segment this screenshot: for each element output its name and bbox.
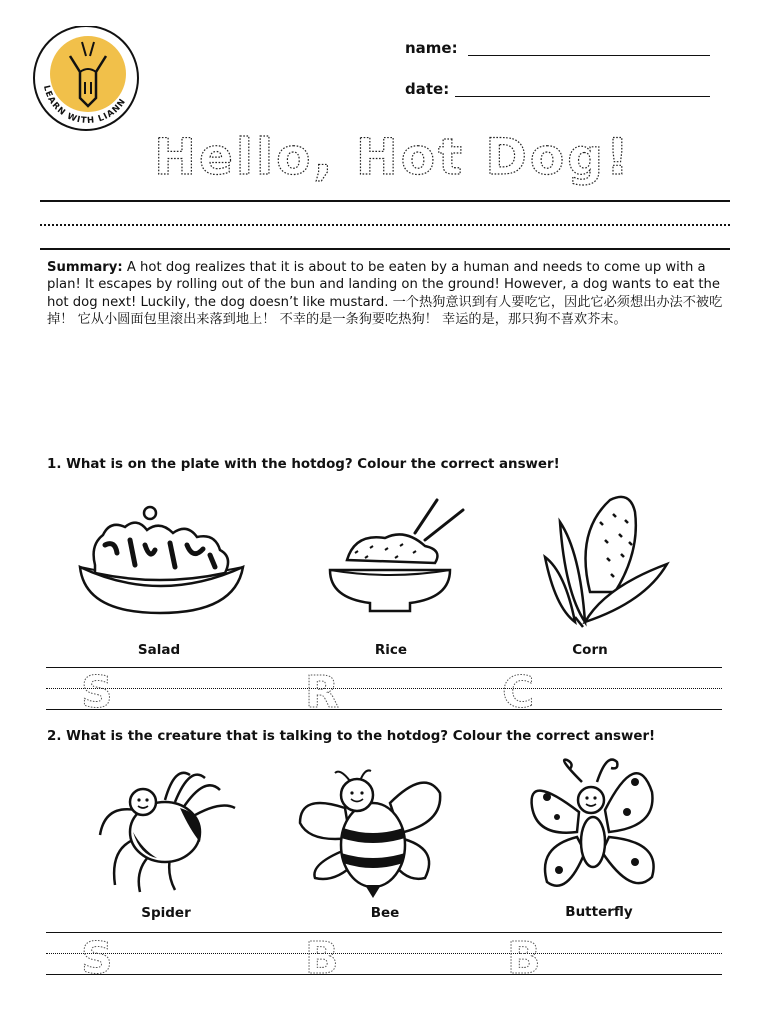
trace-letter-text: B	[305, 933, 339, 980]
trace-letter-text: B	[507, 933, 541, 980]
option-label-rice: Rice	[374, 642, 408, 658]
option-label-corn: Corn	[572, 642, 608, 658]
trace-letter-text: R	[305, 667, 339, 714]
trace-letter-c[interactable]	[497, 662, 552, 714]
date-label: date:	[405, 80, 450, 98]
writing-line-middle	[40, 224, 730, 226]
spider-icon[interactable]	[95, 760, 240, 895]
trace-letter-text: S	[81, 667, 113, 714]
title-text: Hello, Hot Dog!	[154, 128, 632, 186]
salad-icon[interactable]	[75, 505, 250, 620]
name-label: name:	[405, 39, 458, 57]
trace-letter-b[interactable]	[502, 928, 552, 980]
trace-line-bottom-q2	[46, 974, 722, 975]
trace-line-bottom-q1	[46, 709, 722, 710]
rice-icon[interactable]	[325, 498, 465, 618]
option-label-salad: Salad	[137, 642, 181, 658]
name-field[interactable]	[468, 55, 710, 56]
summary-chinese: 一个热狗意识到有人要吃它，因此它必须想出办法不被吃掉！ 它从小圆面包里滚出来落到地上！ 不幸的是一条狗要吃热狗！ 幸运的是，那只狗不喜欢芥末。	[47, 294, 723, 328]
trace-line-top-q2	[46, 932, 722, 933]
bee-icon[interactable]	[295, 763, 445, 898]
option-label-spider: Spider	[141, 905, 191, 921]
butterfly-icon[interactable]	[527, 752, 662, 897]
writing-line-bottom	[40, 248, 730, 250]
summary-label: Summary:	[47, 260, 123, 275]
trace-letter-s[interactable]	[76, 662, 126, 714]
writing-line-top	[40, 200, 730, 202]
date-field[interactable]	[455, 96, 710, 97]
summary-paragraph	[47, 259, 732, 329]
worksheet-title	[0, 120, 770, 190]
logo-text: LEARN WITH LIANN	[40, 84, 129, 127]
corn-icon[interactable]	[535, 492, 670, 632]
option-label-bee: Bee	[370, 905, 400, 921]
question-1: 1. What is on the plate with the hotdog? Colour the correct answer!	[47, 457, 560, 472]
question-2: 2. What is the creature that is talking to the hotdog? Colour the correct answer!	[47, 729, 656, 744]
trace-letter-text: S	[81, 933, 113, 980]
summary-english: A hot dog realizes that it is about to be eaten by a human and needs to come up with a plan! It escapes by rolling out of the bun and landing on the ground! However, a dog wants to eat the hot dog next! Luckily, the dog doesn’t like mustard.	[47, 260, 720, 310]
trace-line-middle-q2	[46, 953, 722, 954]
trace-letter-s[interactable]	[76, 928, 126, 980]
trace-line-top-q1	[46, 667, 722, 668]
trace-letter-text: C	[502, 667, 535, 714]
trace-line-middle-q1	[46, 688, 722, 689]
option-label-butterfly: Butterfly	[565, 904, 633, 920]
trace-letter-b[interactable]	[300, 928, 350, 980]
trace-letter-r[interactable]	[300, 662, 350, 714]
